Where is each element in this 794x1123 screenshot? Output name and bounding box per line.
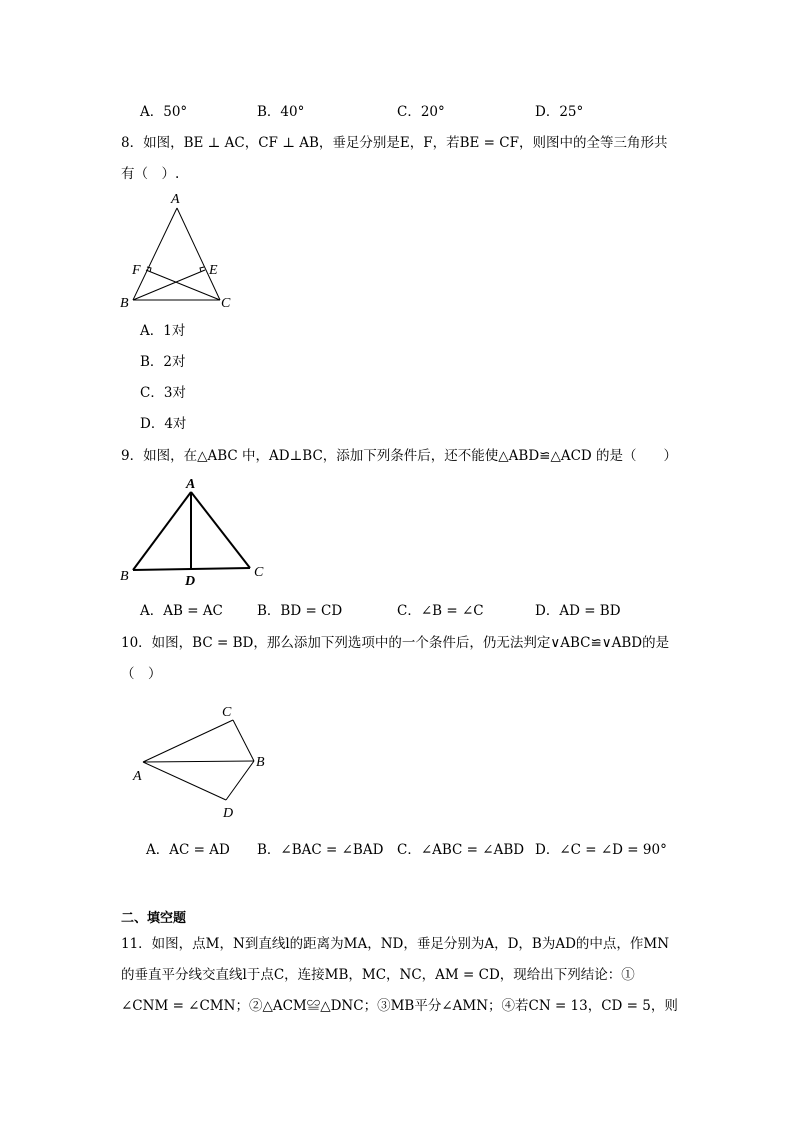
q10-label-c: C <box>222 705 232 720</box>
q11-stem-line2: 的垂直平分线交直线l于点C，连接MB，MC，NC，AM = CD，现给出下列结论：① <box>121 967 635 983</box>
q7-option-d: D．25° <box>535 104 584 120</box>
q10-label-b: B <box>256 755 265 770</box>
q8-option-b: B．2对 <box>140 354 186 370</box>
q8-label-b: B <box>120 296 129 311</box>
q7-option-a: A．50° <box>140 104 188 120</box>
q8-option-d: D．4对 <box>140 416 187 432</box>
q8-stem-line2: 有（ ）. <box>121 166 180 182</box>
q11-stem-line3: ∠CNM = ∠CMN；②△ACM≌△DNC；③MB平分∠AMN；④若CN = 13，CD = 5，则 <box>121 998 678 1014</box>
q8-figure <box>115 190 240 315</box>
q10-stem-line2: （ ） <box>121 666 162 682</box>
q10-options <box>0 840 794 860</box>
q10-figure <box>125 700 285 825</box>
q9-option-a: A．AB = AC <box>140 603 223 619</box>
q9-label-c: C <box>254 565 264 580</box>
q8-option-c: C．3对 <box>140 385 186 401</box>
q8-option-a: A．1对 <box>140 323 186 339</box>
q9-stem-line1: 9．如图，在△ABC 中，AD⊥BC，添加下列条件后，还不能使△ABD≌△ACD 的是（ ） <box>121 448 678 464</box>
q8-label-f: F <box>132 263 141 278</box>
q7-options <box>0 102 794 122</box>
q9-label-b: B <box>120 569 129 584</box>
q8-label-a: A <box>171 192 180 207</box>
q10-stem-line1: 10．如图，BC = BD，那么添加下列选项中的一个条件后，仍无法判定∨ABC≌∨ABD的是 <box>121 635 670 651</box>
q10-label-d: D <box>223 806 234 821</box>
q9-options <box>0 601 794 621</box>
q9-label-a: A <box>186 477 196 492</box>
q10-option-d: D．∠C = ∠D = 90° <box>535 842 667 858</box>
q10-label-a: A <box>133 769 142 784</box>
q9-figure <box>115 470 275 590</box>
q11-stem-line1: 11．如图，点M，N到直线l的距离为MA，ND，垂足分别为A，D，B为AD的中点，作MN <box>121 936 670 952</box>
q8-label-e: E <box>209 263 218 278</box>
section-title-fill-in: 二、填空题 <box>121 911 187 926</box>
q9-option-c: C．∠B = ∠C <box>397 603 484 619</box>
q10-option-c: C．∠ABC = ∠ABD <box>397 842 525 858</box>
q10-option-b: B．∠BAC = ∠BAD <box>257 842 384 858</box>
q7-option-c: C．20° <box>397 104 445 120</box>
q8-label-c: C <box>221 296 231 311</box>
q7-option-b: B．40° <box>257 104 305 120</box>
q9-option-b: B．BD = CD <box>257 603 343 619</box>
q8-stem-line1: 8．如图，BE ⊥ AC，CF ⊥ AB，垂足分别是E，F，若BE = CF，则图中的全等三角形共 <box>121 135 668 151</box>
q9-label-d: D <box>185 574 196 589</box>
q10-option-a: A．AC = AD <box>146 842 230 858</box>
q9-option-d: D．AD = BD <box>535 603 621 619</box>
